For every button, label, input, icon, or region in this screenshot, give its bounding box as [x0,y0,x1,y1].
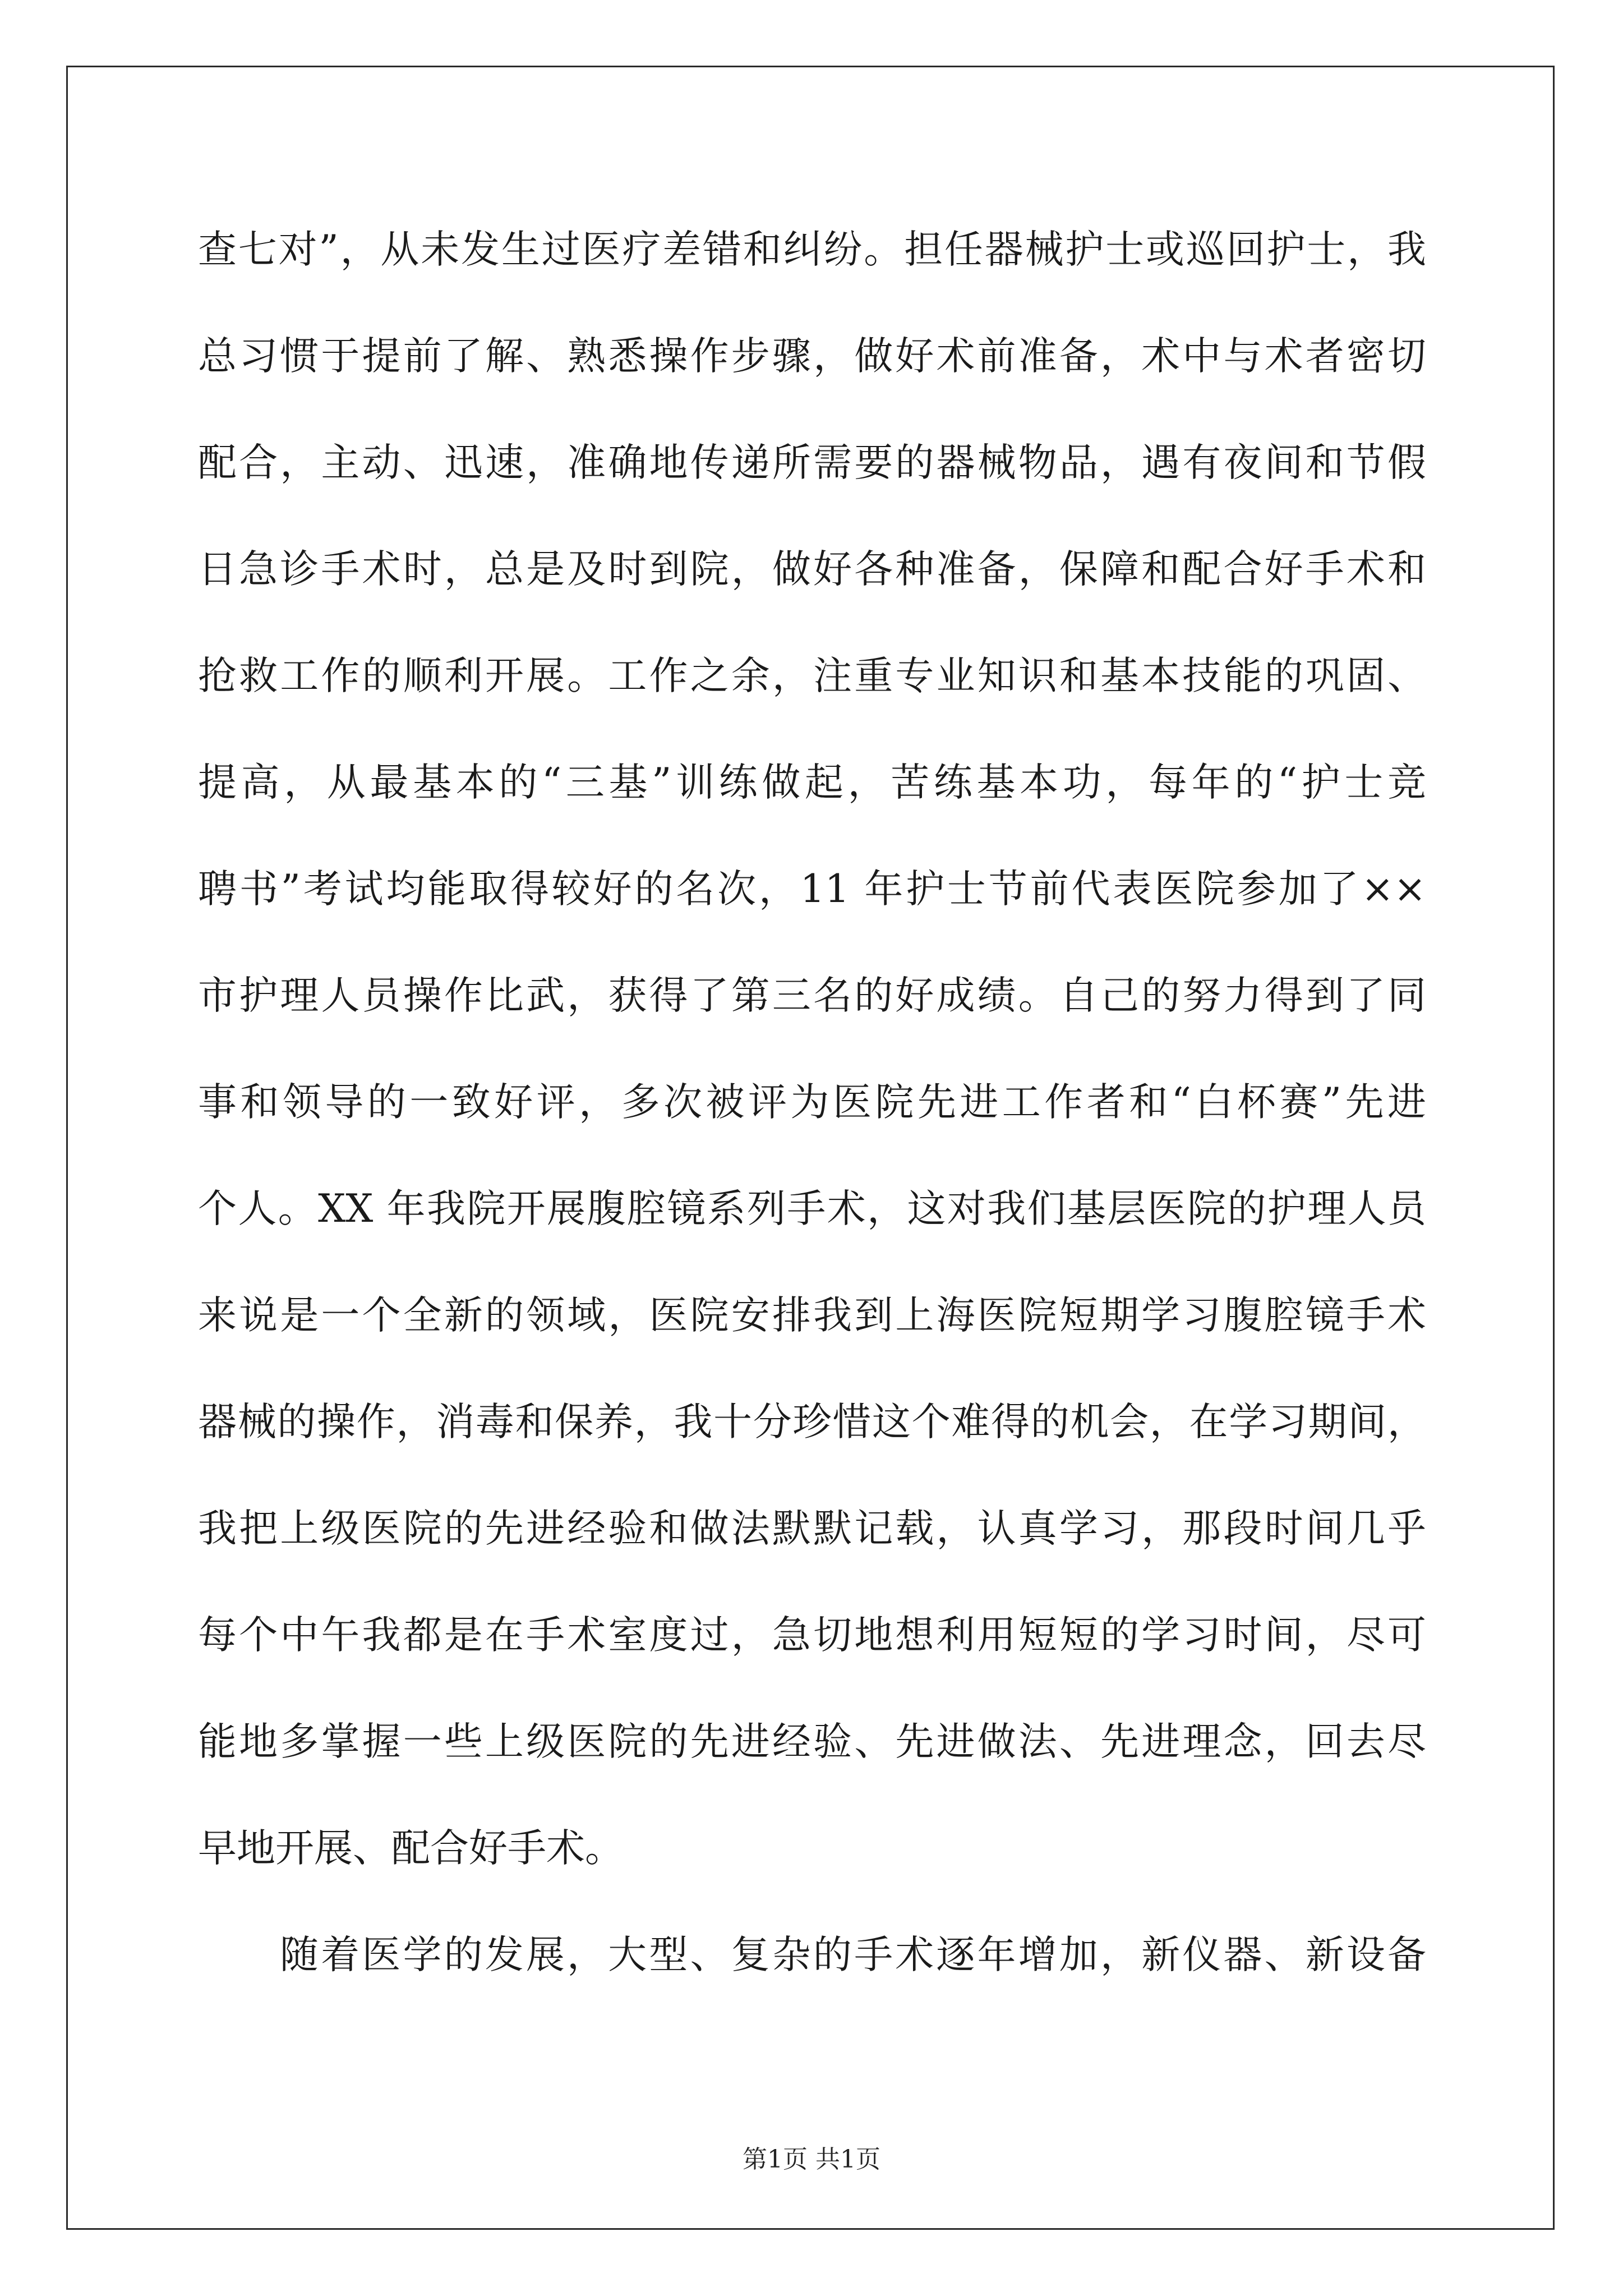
text-line: 聘书”考试均能取得较好的名次，11 年护士节前代表医院参加了×× [198,867,1426,912]
text-line: 能地多掌握一些上级医院的先进经验、先进做法、先进理念，回去尽 [198,1719,1426,1764]
text-line: 提高，从最基本的“三基”训练做起，苦练基本功，每年的“护士竞 [198,760,1426,805]
text-line: 早地开展、配合好手术。 [198,1826,624,1871]
text-line: 总习惯于提前了解、熟悉操作步骤，做好术前准备，术中与术者密切 [198,334,1426,379]
paragraph-first-line: 随着医学的发展，大型、复杂的手术逐年增加，新仪器、新设备 [280,1932,1426,1977]
document-body [198,219,1426,2031]
text-line: 来说是一个全新的领域，医院安排我到上海医院短期学习腹腔镜手术 [198,1293,1426,1338]
text-line: 我把上级医院的先进经验和做法默默记载，认真学习，那段时间几乎 [198,1506,1426,1551]
text-line: 配合，主动、迅速，准确地传递所需要的器械物品，遇有夜间和节假 [198,440,1426,485]
text-line: 抢救工作的顺利开展。工作之余，注重专业知识和基本技能的巩固、 [198,654,1426,698]
text-line: 每个中午我都是在手术室度过，急切地想利用短短的学习时间，尽可 [198,1613,1426,1658]
page-number-footer: 第1页 共1页 [743,2145,880,2174]
text-line: 器械的操作，消毒和保养，我十分珍惜这个难得的机会，在学习期间， [198,1400,1426,1444]
text-line: 事和领导的一致好评，多次被评为医院先进工作者和“白杯赛”先进 [198,1080,1426,1125]
text-line: 日急诊手术时，总是及时到院，做好各种准备，保障和配合好手术和 [198,547,1426,592]
text-line: 个人。XX 年我院开展腹腔镜系列手术，这对我们基层医院的护理人员 [198,1186,1426,1231]
text-line: 市护理人员操作比武，获得了第三名的好成绩。自己的努力得到了同 [198,973,1426,1018]
text-line: 查七对”，从未发生过医疗差错和纠纷。担任器械护士或巡回护士，我 [198,227,1426,272]
